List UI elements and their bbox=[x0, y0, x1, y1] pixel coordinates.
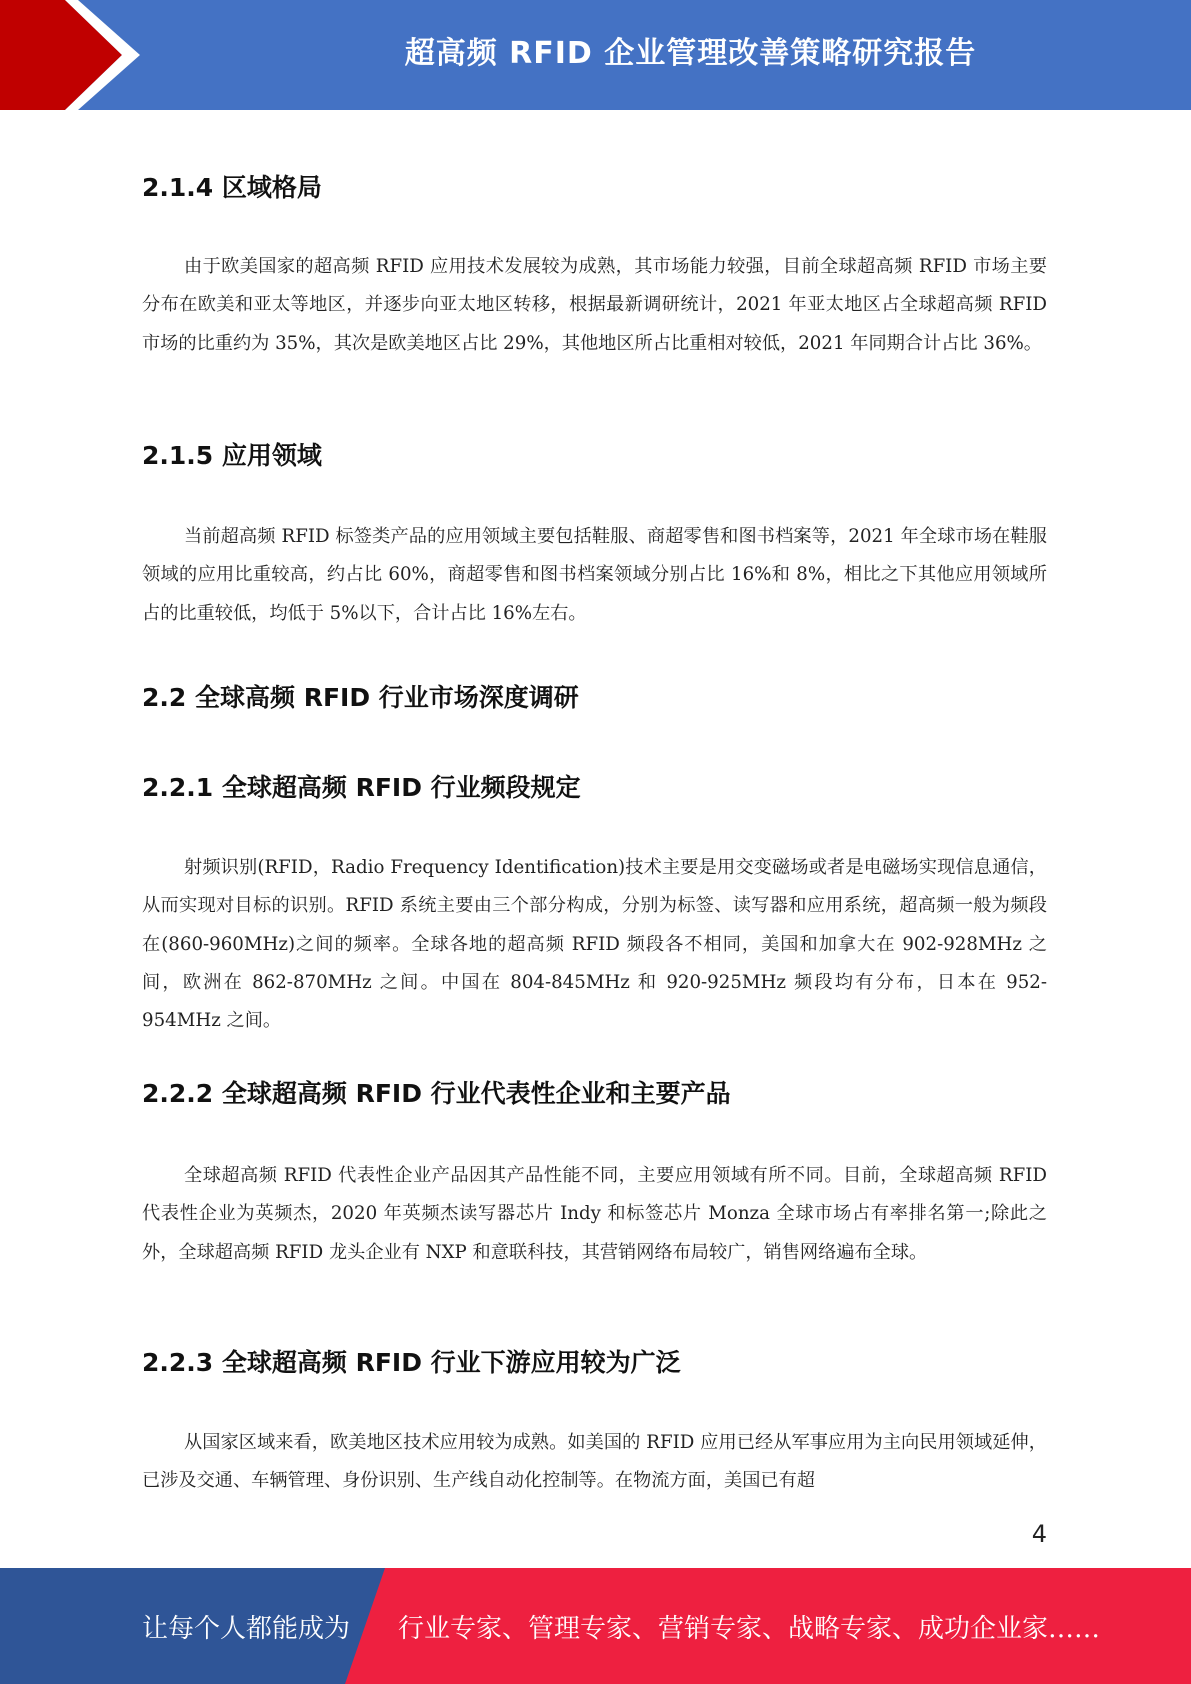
header-title: 超高频 RFID 企业管理改善策略研究报告 bbox=[404, 36, 977, 71]
section-heading-2-2: 2.2 全球高频 RFID 行业市场深度调研 bbox=[142, 683, 579, 712]
section-body-2-2-2: 全球超高频 RFID 代表性企业产品因其产品性能不同，主要应用领域有所不同。目前，全球超高频 RFID 代表性企业为英频杰，2020 年英频杰读写器芯片 Indy 和标签芯片 Monza 全球市场占有率排名第一;除此之外，全球超高频 RFID 龙头企业有 NXP 和意联科技，其营销网络布局较广，销售网络遍布全球。 bbox=[142, 1165, 1047, 1263]
section-body-2-2-1: 射频识别(RFID，Radio Frequency Identification)技术主要是用交变磁场或者是电磁场实现信息通信，从而实现对目标的识别。RFID 系统主要由三个部分构成，分别为标签、读写器和应用系统，超高频一般为频段在(860-960MHz)之间的频率。全球各地的超高频 RFID 频段各不相同，美国和加拿大在 902-928MHz 之间，欧洲在 862-870MHz 之间。中国在 804-845MHz 和 920-925MHz 频段均有分布，日本在 952-954MHz 之间。 bbox=[142, 857, 1047, 1032]
header-chevron-decoration bbox=[0, 0, 150, 110]
page-header bbox=[0, 0, 1191, 110]
section-heading-2-2-1: 2.2.1 全球超高频 RFID 行业频段规定 bbox=[142, 773, 581, 802]
page-footer bbox=[0, 1568, 1191, 1684]
page-number: 4 bbox=[1031, 1520, 1047, 1548]
section-heading-2-2-3: 2.2.3 全球超高频 RFID 行业下游应用较为广泛 bbox=[142, 1348, 681, 1377]
section-body-2-1-5: 当前超高频 RFID 标签类产品的应用领域主要包括鞋服、商超零售和图书档案等，2021 年全球市场在鞋服领域的应用比重较高，约占比 60%，商超零售和图书档案领域分别占比 16%和 8%，相比之下其他应用领域所占的比重较低，均低于 5%以下，合计占比 16%左右。 bbox=[142, 526, 1047, 624]
section-heading-2-1-4: 2.1.4 区域格局 bbox=[142, 173, 322, 202]
section-heading-2-2-2: 2.2.2 全球超高频 RFID 行业代表性企业和主要产品 bbox=[142, 1079, 731, 1108]
footer-slogan-left: 让每个人都能成为 bbox=[142, 1613, 351, 1644]
footer-slogan-right: 行业专家、管理专家、营销专家、战略专家、成功企业家…… bbox=[398, 1613, 1101, 1644]
section-body-2-2-3: 从国家区域来看，欧美地区技术应用较为成熟。如美国的 RFID 应用已经从军事应用为主向民用领域延伸，已涉及交通、车辆管理、身份识别、生产线自动化控制等。在物流方面，美国已有超 bbox=[142, 1432, 1047, 1492]
section-body-2-1-4: 由于欧美国家的超高频 RFID 应用技术发展较为成熟，其市场能力较强，目前全球超高频 RFID 市场主要分布在欧美和亚太等地区，并逐步向亚太地区转移，根据最新调研统计，2021 年亚太地区占全球超高频 RFID 市场的比重约为 35%，其次是欧美地区占比 29%，其他地区所占比重相对较低，2021 年同期合计占比 36%。 bbox=[142, 256, 1047, 354]
section-heading-2-1-5: 2.1.5 应用领域 bbox=[142, 441, 322, 470]
